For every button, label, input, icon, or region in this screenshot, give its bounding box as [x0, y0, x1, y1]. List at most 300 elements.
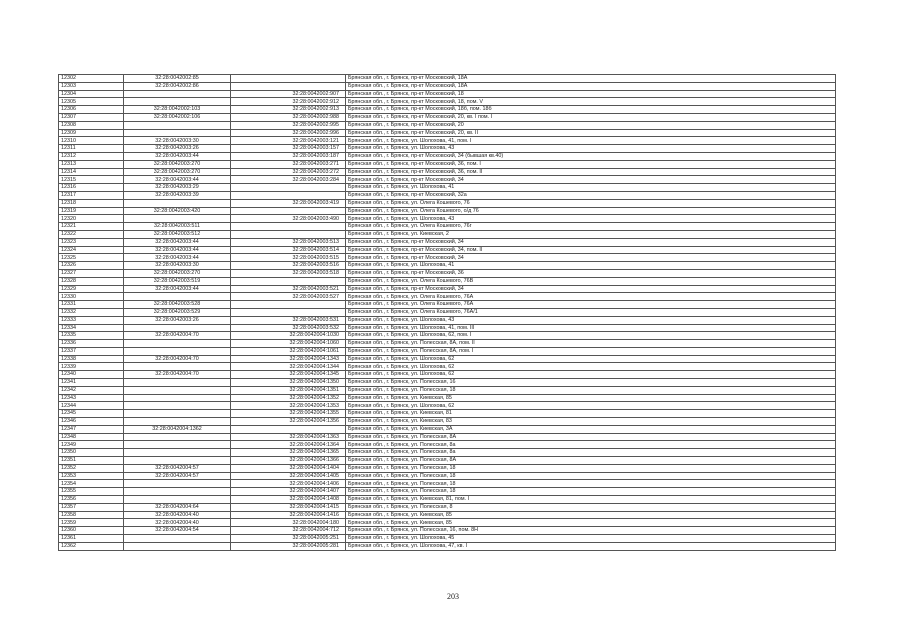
object-number-cell: 32:28:0042003:515	[231, 254, 346, 262]
row-number-cell: 12319	[59, 207, 124, 215]
address-cell: Брянская обл., г. Брянск, ул. Полесская, 8А	[346, 457, 836, 465]
address-cell: Брянская обл., г. Брянск, ул. Киевская, 85	[346, 519, 836, 527]
row-number-cell: 12324	[59, 246, 124, 254]
table-row	[59, 371, 836, 379]
parcel-number-cell: 32:28:0042003:420	[124, 207, 231, 215]
row-number-cell: 12352	[59, 464, 124, 472]
parcel-number-cell	[124, 488, 231, 496]
row-number-cell: 12302	[59, 75, 124, 83]
row-number-cell: 12359	[59, 519, 124, 527]
address-cell: Брянская обл., г. Брянск, ул. Олега Кошевого, 76г	[346, 223, 836, 231]
table-row	[59, 215, 836, 223]
object-number-cell: 32:28:0042004:180	[231, 519, 346, 527]
row-number-cell: 12321	[59, 223, 124, 231]
row-number-cell: 12327	[59, 269, 124, 277]
row-number-cell: 12335	[59, 332, 124, 340]
parcel-number-cell: 32:28:0042003:529	[124, 308, 231, 316]
row-number-cell: 12305	[59, 98, 124, 106]
row-number-cell: 12357	[59, 503, 124, 511]
parcel-number-cell	[124, 418, 231, 426]
parcel-number-cell: 32:28:0042003:512	[124, 230, 231, 238]
table-row	[59, 98, 836, 106]
address-cell: Брянская обл., г. Брянск, ул. Полесская, 18	[346, 386, 836, 394]
address-cell: Брянская обл., г. Брянск, ул. Полесская, 8А, пом. I	[346, 347, 836, 355]
parcel-number-cell: 32:28:0042004:54	[124, 527, 231, 535]
parcel-number-cell: 32:28:0042003:270	[124, 160, 231, 168]
object-number-cell	[231, 191, 346, 199]
table-row	[59, 542, 836, 550]
address-cell: Брянская обл., г. Брянск, пр-кт Московский, 18А	[346, 82, 836, 90]
address-cell: Брянская обл., г. Брянск, ул. Полесская, 8	[346, 503, 836, 511]
address-cell: Брянская обл., г. Брянск, ул. Шолохова, 62	[346, 363, 836, 371]
object-number-cell: 32:28:0042004:1355	[231, 410, 346, 418]
parcel-number-cell	[124, 90, 231, 98]
parcel-number-cell: 32:28:0042003:44	[124, 176, 231, 184]
address-cell: Брянская обл., г. Брянск, ул. Киевская, 81	[346, 410, 836, 418]
address-cell: Брянская обл., г. Брянск, ул. Полесская, 8а	[346, 441, 836, 449]
address-cell: Брянская обл., г. Брянск, ул. Шолохова, 43	[346, 145, 836, 153]
object-number-cell	[231, 223, 346, 231]
row-number-cell: 12337	[59, 347, 124, 355]
parcel-number-cell: 32:28:0042002:85	[124, 75, 231, 83]
parcel-number-cell	[124, 457, 231, 465]
table-row	[59, 223, 836, 231]
row-number-cell: 12315	[59, 176, 124, 184]
table-row	[59, 386, 836, 394]
row-number-cell: 12344	[59, 402, 124, 410]
address-cell: Брянская обл., г. Брянск, пр-кт Московский, 36, пом. I	[346, 160, 836, 168]
address-cell: Брянская обл., г. Брянск, ул. Олега Кошевого, 76В	[346, 277, 836, 285]
parcel-number-cell	[124, 129, 231, 137]
row-number-cell: 12329	[59, 285, 124, 293]
table-row	[59, 254, 836, 262]
table-row	[59, 441, 836, 449]
address-cell: Брянская обл., г. Брянск, ул. Полесская, 8А	[346, 433, 836, 441]
address-cell: Брянская обл., г. Брянск, ул. Полесская, 18	[346, 480, 836, 488]
address-cell: Брянская обл., г. Брянск, ул. Олега Кошевого, 76А/1	[346, 308, 836, 316]
object-number-cell: 32:28:0042004:1353	[231, 402, 346, 410]
row-number-cell: 12309	[59, 129, 124, 137]
table-row	[59, 277, 836, 285]
row-number-cell: 12326	[59, 262, 124, 270]
object-number-cell: 32:28:0042003:284	[231, 176, 346, 184]
address-cell: Брянская обл., г. Брянск, ул. Полесская, 18	[346, 464, 836, 472]
row-number-cell: 12356	[59, 496, 124, 504]
parcel-number-cell: 32:28:0042004:70	[124, 332, 231, 340]
parcel-number-cell: 32:28:0042003:44	[124, 254, 231, 262]
table-row	[59, 246, 836, 254]
parcel-number-cell: 32:28:0042003:26	[124, 145, 231, 153]
row-number-cell: 12336	[59, 340, 124, 348]
table-row	[59, 90, 836, 98]
row-number-cell: 12361	[59, 535, 124, 543]
row-number-cell: 12341	[59, 379, 124, 387]
table-row	[59, 230, 836, 238]
parcel-number-cell	[124, 410, 231, 418]
object-number-cell	[231, 308, 346, 316]
object-number-cell: 32:28:0042003:521	[231, 285, 346, 293]
row-number-cell: 12354	[59, 480, 124, 488]
object-number-cell: 32:28:0042004:1061	[231, 347, 346, 355]
row-number-cell: 12322	[59, 230, 124, 238]
row-number-cell: 12351	[59, 457, 124, 465]
table-row	[59, 207, 836, 215]
address-cell: Брянская обл., г. Брянск, ул. Шолохова, 41, пом. I	[346, 137, 836, 145]
table-row	[59, 418, 836, 426]
table-row	[59, 425, 836, 433]
object-number-cell: 32:28:0042003:490	[231, 215, 346, 223]
object-number-cell	[231, 207, 346, 215]
parcel-number-cell: 32:28:0042004:70	[124, 371, 231, 379]
object-number-cell: 32:28:0042004:1364	[231, 441, 346, 449]
object-number-cell: 32:28:0042004:1351	[231, 386, 346, 394]
table-row	[59, 152, 836, 160]
object-number-cell: 32:28:0042004:1404	[231, 464, 346, 472]
table-row	[59, 301, 836, 309]
row-number-cell: 12353	[59, 472, 124, 480]
row-number-cell: 12332	[59, 308, 124, 316]
row-number-cell: 12304	[59, 90, 124, 98]
table-row	[59, 316, 836, 324]
table-row	[59, 145, 836, 153]
table-row	[59, 106, 836, 114]
row-number-cell: 12331	[59, 301, 124, 309]
row-number-cell: 12338	[59, 355, 124, 363]
table-row	[59, 293, 836, 301]
parcel-number-cell: 32:28:0042002:86	[124, 82, 231, 90]
parcel-number-cell	[124, 379, 231, 387]
table-row	[59, 410, 836, 418]
address-cell: Брянская обл., г. Брянск, пр-кт Московский, 18А	[346, 75, 836, 83]
address-cell: Брянская обл., г. Брянск, пр-кт Московский, 34	[346, 238, 836, 246]
table-row	[59, 168, 836, 176]
row-number-cell: 12330	[59, 293, 124, 301]
table-row	[59, 496, 836, 504]
address-cell: Брянская обл., г. Брянск, ул. Полесская, 8а	[346, 449, 836, 457]
table-row	[59, 269, 836, 277]
row-number-cell: 12362	[59, 542, 124, 550]
address-cell: Брянская обл., г. Брянск, пр-кт Московский, 32а	[346, 191, 836, 199]
parcel-number-cell: 32:28:0042003:30	[124, 137, 231, 145]
address-cell: Брянская обл., г. Брянск, ул. Шолохова, 43	[346, 316, 836, 324]
row-number-cell: 12303	[59, 82, 124, 90]
address-cell: Брянская обл., г. Брянск, пр-кт Московский, 36	[346, 269, 836, 277]
address-cell: Брянская обл., г. Брянск, ул. Киевская, 83	[346, 418, 836, 426]
row-number-cell: 12308	[59, 121, 124, 129]
object-number-cell: 32:28:0042002:907	[231, 90, 346, 98]
table-row	[59, 340, 836, 348]
address-cell: Брянская обл., г. Брянск, пр-кт Московский, 20, кв. II	[346, 129, 836, 137]
parcel-number-cell: 32:28:0042003:44	[124, 285, 231, 293]
page-number: 203	[447, 592, 459, 601]
address-cell: Брянская обл., г. Брянск, ул. Шолохова, 62	[346, 371, 836, 379]
parcel-number-cell: 32:28:0042004:57	[124, 464, 231, 472]
parcel-number-cell: 32:28:0042004:57	[124, 472, 231, 480]
row-number-cell: 12349	[59, 441, 124, 449]
row-number-cell: 12323	[59, 238, 124, 246]
object-number-cell: 32:28:0042002:988	[231, 113, 346, 121]
parcel-number-cell	[124, 347, 231, 355]
address-cell: Брянская обл., г. Брянск, ул. Шолохова, 47, кв. I	[346, 542, 836, 550]
address-cell: Брянская обл., г. Брянск, пр-кт Московский, 34	[346, 254, 836, 262]
row-number-cell: 12316	[59, 184, 124, 192]
address-cell: Брянская обл., г. Брянск, пр-кт Московский, 20, кв. I пом. I	[346, 113, 836, 121]
object-number-cell: 32:28:0042004:1415	[231, 503, 346, 511]
parcel-number-cell: 32:28:0042004:40	[124, 511, 231, 519]
address-cell: Брянская обл., г. Брянск, ул. Полесская, 16	[346, 379, 836, 387]
row-number-cell: 12340	[59, 371, 124, 379]
parcel-number-cell: 32:28:0042003:44	[124, 246, 231, 254]
table-row	[59, 503, 836, 511]
parcel-number-cell: 32:28:0042004:1362	[124, 425, 231, 433]
parcel-number-cell	[124, 480, 231, 488]
parcel-number-cell: 32:28:0042004:40	[124, 519, 231, 527]
row-number-cell: 12317	[59, 191, 124, 199]
object-number-cell: 32:28:0042003:516	[231, 262, 346, 270]
row-number-cell: 12339	[59, 363, 124, 371]
table-row	[59, 199, 836, 207]
object-number-cell	[231, 75, 346, 83]
parcel-number-cell	[124, 449, 231, 457]
row-number-cell: 12320	[59, 215, 124, 223]
object-number-cell: 32:28:0042004:1352	[231, 394, 346, 402]
object-number-cell: 32:28:0042003:187	[231, 152, 346, 160]
parcel-number-cell: 32:28:0042003:511	[124, 223, 231, 231]
parcel-number-cell	[124, 340, 231, 348]
parcel-number-cell	[124, 324, 231, 332]
address-cell: Брянская обл., г. Брянск, ул. Полесская, 8А, пом. II	[346, 340, 836, 348]
address-cell: Брянская обл., г. Брянск, ул. Шолохова, 43	[346, 215, 836, 223]
object-number-cell: 32:28:0042004:1343	[231, 355, 346, 363]
table-row	[59, 347, 836, 355]
object-number-cell: 32:28:0042002:913	[231, 106, 346, 114]
address-cell: Брянская обл., г. Брянск, пр-кт Московский, 18б, пом. 18б	[346, 106, 836, 114]
table-row	[59, 472, 836, 480]
row-number-cell: 12328	[59, 277, 124, 285]
row-number-cell: 12325	[59, 254, 124, 262]
row-number-cell: 12343	[59, 394, 124, 402]
address-cell: Брянская обл., г. Брянск, ул. Шолохова, 41, пом. III	[346, 324, 836, 332]
object-number-cell: 32:28:0042004:1406	[231, 480, 346, 488]
parcel-number-cell	[124, 394, 231, 402]
parcel-number-cell	[124, 496, 231, 504]
row-number-cell: 12312	[59, 152, 124, 160]
table-row	[59, 464, 836, 472]
object-number-cell: 32:28:0042004:1416	[231, 511, 346, 519]
object-number-cell: 32:28:0042003:513	[231, 238, 346, 246]
address-cell: Брянская обл., г. Брянск, ул. Шолохова, 45	[346, 535, 836, 543]
table-row	[59, 121, 836, 129]
row-number-cell: 12358	[59, 511, 124, 519]
address-cell: Брянская обл., г. Брянск, пр-кт Московский, 20	[346, 121, 836, 129]
object-number-cell: 32:28:0042004:712	[231, 527, 346, 535]
address-cell: Брянская обл., г. Брянск, ул. Киевская, 81, пом. I	[346, 496, 836, 504]
parcel-number-cell: 32:28:0042004:64	[124, 503, 231, 511]
parcel-number-cell: 32:28:0042002:103	[124, 106, 231, 114]
address-cell: Брянская обл., г. Брянск, пр-кт Московский, 34, пом. II	[346, 246, 836, 254]
table-row	[59, 262, 836, 270]
object-number-cell: 32:28:0042004:1365	[231, 449, 346, 457]
row-number-cell: 12313	[59, 160, 124, 168]
row-number-cell: 12307	[59, 113, 124, 121]
object-number-cell	[231, 277, 346, 285]
table-row	[59, 519, 836, 527]
address-cell: Брянская обл., г. Брянск, пр-кт Московский, 18	[346, 90, 836, 98]
object-number-cell: 32:28:0042004:1356	[231, 418, 346, 426]
address-cell: Брянская обл., г. Брянск, ул. Киевская, 85	[346, 394, 836, 402]
address-cell: Брянская обл., г. Брянск, пр-кт Московский, 34 (бывшая кв.40)	[346, 152, 836, 160]
table-row	[59, 488, 836, 496]
object-number-cell: 32:28:0042002:995	[231, 121, 346, 129]
table-row	[59, 457, 836, 465]
parcel-number-cell: 32:28:0042003:44	[124, 152, 231, 160]
object-number-cell: 32:28:0042003:121	[231, 137, 346, 145]
table-row	[59, 480, 836, 488]
address-cell: Брянская обл., г. Брянск, ул. Киевская, 2	[346, 230, 836, 238]
object-number-cell	[231, 301, 346, 309]
object-number-cell: 32:28:0042003:532	[231, 324, 346, 332]
table-row	[59, 449, 836, 457]
parcel-number-cell: 32:28:0042003:29	[124, 184, 231, 192]
parcel-number-cell: 32:28:0042003:39	[124, 191, 231, 199]
object-number-cell: 32:28:0042003:531	[231, 316, 346, 324]
table-row	[59, 535, 836, 543]
row-number-cell: 12333	[59, 316, 124, 324]
object-number-cell: 32:28:0042004:1060	[231, 340, 346, 348]
parcel-number-cell: 32:28:0042003:519	[124, 277, 231, 285]
parcel-number-cell: 32:28:0042003:30	[124, 262, 231, 270]
object-number-cell	[231, 425, 346, 433]
address-cell: Брянская обл., г. Брянск, пр-кт Московский, 34	[346, 176, 836, 184]
address-cell: Брянская обл., г. Брянск, ул. Киевская, 3А	[346, 425, 836, 433]
address-cell: Брянская обл., г. Брянск, ул. Полесская, 18	[346, 472, 836, 480]
parcel-number-cell: 32:28:0042003:270	[124, 168, 231, 176]
object-number-cell: 32:28:0042004:1030	[231, 332, 346, 340]
parcel-number-cell	[124, 535, 231, 543]
object-number-cell	[231, 82, 346, 90]
parcel-number-cell: 32:28:0042003:270	[124, 269, 231, 277]
object-number-cell: 32:28:0042004:1345	[231, 371, 346, 379]
object-number-cell: 32:28:0042004:1350	[231, 379, 346, 387]
table-row	[59, 75, 836, 83]
parcel-number-cell	[124, 386, 231, 394]
row-number-cell: 12306	[59, 106, 124, 114]
object-number-cell: 32:28:0042004:1363	[231, 433, 346, 441]
row-number-cell: 12345	[59, 410, 124, 418]
object-number-cell: 32:28:0042003:271	[231, 160, 346, 168]
object-number-cell: 32:28:0042004:1405	[231, 472, 346, 480]
table-row	[59, 129, 836, 137]
parcel-number-cell	[124, 293, 231, 301]
parcel-number-cell: 32:28:0042003:44	[124, 238, 231, 246]
table-row	[59, 355, 836, 363]
row-number-cell: 12347	[59, 425, 124, 433]
row-number-cell: 12318	[59, 199, 124, 207]
address-cell: Брянская обл., г. Брянск, ул. Олега Кошевого, 76А	[346, 293, 836, 301]
address-cell: Брянская обл., г. Брянск, пр-кт Московский, 34	[346, 285, 836, 293]
row-number-cell: 12346	[59, 418, 124, 426]
object-number-cell: 32:28:0042003:527	[231, 293, 346, 301]
row-number-cell: 12342	[59, 386, 124, 394]
address-cell: Брянская обл., г. Брянск, ул. Шолохова, 62, пом. I	[346, 332, 836, 340]
row-number-cell: 12314	[59, 168, 124, 176]
address-cell: Брянская обл., г. Брянск, ул. Полесская, 16, пом. 8Н	[346, 527, 836, 535]
object-number-cell: 32:28:0042003:272	[231, 168, 346, 176]
address-cell: Брянская обл., г. Брянск, ул. Шолохова, 62	[346, 355, 836, 363]
object-number-cell: 32:28:0042004:1408	[231, 496, 346, 504]
parcel-number-cell	[124, 441, 231, 449]
row-number-cell: 12310	[59, 137, 124, 145]
table-row	[59, 176, 836, 184]
parcel-number-cell	[124, 402, 231, 410]
address-cell: Брянская обл., г. Брянск, ул. Полесская, 18	[346, 488, 836, 496]
row-number-cell: 12355	[59, 488, 124, 496]
table-row	[59, 324, 836, 332]
address-cell: Брянская обл., г. Брянск, ул. Шолохова, 41	[346, 262, 836, 270]
parcel-number-cell	[124, 363, 231, 371]
address-cell: Брянская обл., г. Брянск, ул. Шолохова, 41	[346, 184, 836, 192]
table-row	[59, 527, 836, 535]
object-number-cell: 32:28:0042003:514	[231, 246, 346, 254]
table-row	[59, 137, 836, 145]
object-number-cell	[231, 230, 346, 238]
address-cell: Брянская обл., г. Брянск, пр-кт Московский, 36, пом. II	[346, 168, 836, 176]
address-cell: Брянская обл., г. Брянск, ул. Шолохова, 62	[346, 402, 836, 410]
parcel-number-cell: 32:28:0042003:528	[124, 301, 231, 309]
row-number-cell: 12360	[59, 527, 124, 535]
address-cell: Брянская обл., г. Брянск, ул. Олега Кошевого, 76	[346, 199, 836, 207]
registry-table	[58, 74, 836, 551]
row-number-cell: 12311	[59, 145, 124, 153]
table-row	[59, 82, 836, 90]
parcel-number-cell: 32:28:0042002:106	[124, 113, 231, 121]
address-cell: Брянская обл., г. Брянск, пр-кт Московский, 18, пом. V	[346, 98, 836, 106]
object-number-cell: 32:28:0042005:251	[231, 535, 346, 543]
address-cell: Брянская обл., г. Брянск, ул. Олега Кошевого, о/д 76	[346, 207, 836, 215]
object-number-cell: 32:28:0042002:996	[231, 129, 346, 137]
parcel-number-cell	[124, 433, 231, 441]
row-number-cell: 12334	[59, 324, 124, 332]
parcel-number-cell	[124, 542, 231, 550]
parcel-number-cell: 32:28:0042004:70	[124, 355, 231, 363]
object-number-cell	[231, 184, 346, 192]
table-row	[59, 238, 836, 246]
table-row	[59, 379, 836, 387]
address-cell: Брянская обл., г. Брянск, ул. Киевская, 85	[346, 511, 836, 519]
parcel-number-cell	[124, 98, 231, 106]
object-number-cell: 32:28:0042005:281	[231, 542, 346, 550]
table-row	[59, 511, 836, 519]
table-row	[59, 363, 836, 371]
object-number-cell: 32:28:0042004:1407	[231, 488, 346, 496]
parcel-number-cell	[124, 121, 231, 129]
parcel-number-cell	[124, 199, 231, 207]
table-row	[59, 394, 836, 402]
address-cell: Брянская обл., г. Брянск, ул. Олега Кошевого, 76А	[346, 301, 836, 309]
object-number-cell: 32:28:0042003:518	[231, 269, 346, 277]
row-number-cell: 12348	[59, 433, 124, 441]
table-row	[59, 308, 836, 316]
object-number-cell: 32:28:0042004:1366	[231, 457, 346, 465]
registry-table-body	[59, 75, 836, 551]
object-number-cell: 32:28:0042002:912	[231, 98, 346, 106]
object-number-cell: 32:28:0042003:419	[231, 199, 346, 207]
parcel-number-cell: 32:28:0042003:26	[124, 316, 231, 324]
table-row	[59, 184, 836, 192]
table-row	[59, 402, 836, 410]
table-row	[59, 433, 836, 441]
table-row	[59, 285, 836, 293]
